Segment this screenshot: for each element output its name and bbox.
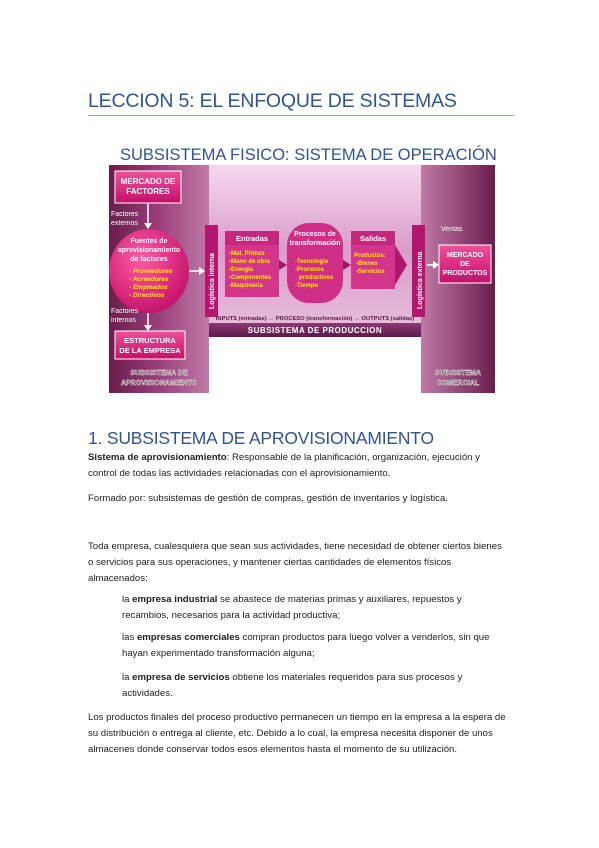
mercado-factores-box	[115, 171, 181, 203]
procesos-line2: transformación	[289, 240, 341, 247]
subsistema-aprov-line2: APROVISIONAMIENTO	[120, 380, 198, 387]
procesos-item-4: -Tiempo	[295, 283, 319, 289]
procesos-item-1: -Tecnología	[295, 259, 329, 265]
factores-internos-2: internos	[111, 317, 136, 324]
page-title: LECCION 5: EL ENFOQUE DE SISTEMAS	[88, 90, 514, 116]
mercado-factores-line1: MERCADO DE	[120, 177, 176, 186]
subsistema-produccion-band	[209, 323, 421, 337]
item-empresa-industrial	[122, 592, 508, 624]
fuentes-item-2: - Acreedores	[129, 276, 169, 283]
procesos-item-3: productivos	[299, 275, 334, 281]
definition-text: : Responsable de la planificación, organización, ejecución y control de todas las actividades relacionadas con el aprovisionamiento.	[88, 452, 480, 479]
fuentes-line2: aprovisionamiento	[117, 247, 181, 254]
item-1-term: empresa industrial	[132, 594, 218, 605]
subsistema-aprov-line1: SUBSISTEMA DE	[130, 370, 188, 377]
procesos-item-2: -Procesos	[295, 267, 325, 273]
procesos-line1: Procesos de	[294, 231, 336, 238]
item-2-prefix: las	[122, 632, 137, 643]
factores-externos-2: externos	[111, 220, 138, 227]
logistica-externa-bar	[412, 225, 425, 317]
entradas-item-4: -Componentes	[229, 275, 271, 281]
fuentes-circle	[109, 229, 189, 313]
mercado-productos-line2: DE	[460, 261, 470, 268]
subsistema-comercial-line2: COMERCIAL	[436, 380, 480, 387]
factores-internos-1: Factores	[111, 308, 139, 315]
entradas-box	[225, 231, 279, 297]
item-1-prefix: la	[122, 594, 133, 605]
fuentes-line3: de factores	[130, 256, 168, 263]
paragraph-formado: Formado por: subsistemas de gestión de compras, gestión de inventarios y logística.	[88, 493, 448, 504]
mercado-productos-line1: MERCADO	[446, 252, 484, 259]
estructura-line2: DE LA EMPRESA	[119, 346, 181, 355]
subsistema-produccion-label: SUBSISTEMA DE PRODUCCION	[247, 326, 383, 335]
procesos-box	[287, 223, 343, 303]
entradas-item-2: -Mano de obra	[229, 259, 271, 265]
estructura-box	[115, 331, 185, 359]
salidas-box	[351, 231, 395, 289]
fuentes-item-3: - Empleados	[129, 284, 168, 291]
section-heading: 1. SUBSISTEMA DE APROVISIONAMIENTO	[88, 428, 434, 448]
operation-system-diagram	[109, 165, 495, 393]
fuentes-line1: Fuentes de	[130, 238, 168, 245]
estructura-line1: ESTRUCTURA	[124, 336, 176, 345]
paragraph-productos-finales: Los productos finales del proceso productivo permanecen un tiempo en la empresa a la espera de su distribución o entrega al cliente, etc. Debido a lo cual, la empresa necesita disponer de unos almacenes donde conservar todos esos elementos hasta el momento de su utilización.	[88, 712, 506, 755]
item-3-text: obtiene los materiales requeridos para sus procesos y actividades.	[122, 672, 463, 699]
entradas-item-5: -Maquinaria	[229, 283, 263, 289]
salidas-label: Salidas	[359, 234, 387, 243]
paragraph-toda-empresa: Toda empresa, cualesquiera que sean sus actividades, tiene necesidad de obtener ciertos bienes o servicios para sus operaciones, y mantener ciertas cantidades de elementos físicos almacenados:	[88, 541, 502, 584]
item-3-prefix: la	[122, 672, 133, 683]
logistica-externa-label: Logística externa	[417, 251, 424, 309]
paragraph-definition	[88, 450, 508, 482]
item-2-text: compran productos para luego volver a venderlos, sin que hayan experimentado transformación alguna;	[122, 632, 490, 659]
item-empresas-comerciales	[122, 630, 508, 662]
mercado-productos-line3: PRODUCTOS	[442, 270, 488, 277]
mercado-factores-line2: FACTORES	[126, 187, 170, 196]
fuentes-item-4: - Directivos	[129, 292, 165, 299]
entradas-label: Entradas	[235, 234, 269, 243]
item-empresa-servicios	[122, 670, 508, 702]
entradas-item-1: -Mat. Primas	[229, 251, 265, 257]
flow-line: INPUTS (entradas) → PROCESO (transformación) → OUTPUTS (salidas)	[215, 316, 415, 322]
salidas-item-1: Productos:	[354, 253, 386, 259]
figure-title: SUBSISTEMA FISICO: SISTEMA DE OPERACIÓN	[120, 146, 497, 164]
factores-externos-1: Factores	[111, 211, 139, 218]
logistica-interna-bar	[205, 225, 218, 317]
mercado-productos-box	[439, 245, 491, 283]
fuentes-item-1: - Proveedores	[129, 268, 173, 275]
ventas-label: Ventas	[441, 226, 463, 233]
item-1-text: se abastece de materias primas y auxiliares, repuestos y recambios, necesarios para la actividad productiva;	[122, 594, 462, 621]
entradas-item-3: -Energía	[229, 267, 254, 273]
salidas-item-2: -Bienes	[356, 261, 378, 267]
item-3-term: empresa de servicios	[132, 672, 230, 683]
salidas-item-3: -Servicios	[356, 269, 385, 275]
definition-term: Sistema de aprovisionamiento	[88, 452, 227, 463]
subsistema-comercial-line1: SUBSISTEMA	[435, 370, 481, 377]
item-2-term: empresas comerciales	[136, 632, 240, 643]
logistica-interna-label: Logística interna	[209, 252, 216, 309]
